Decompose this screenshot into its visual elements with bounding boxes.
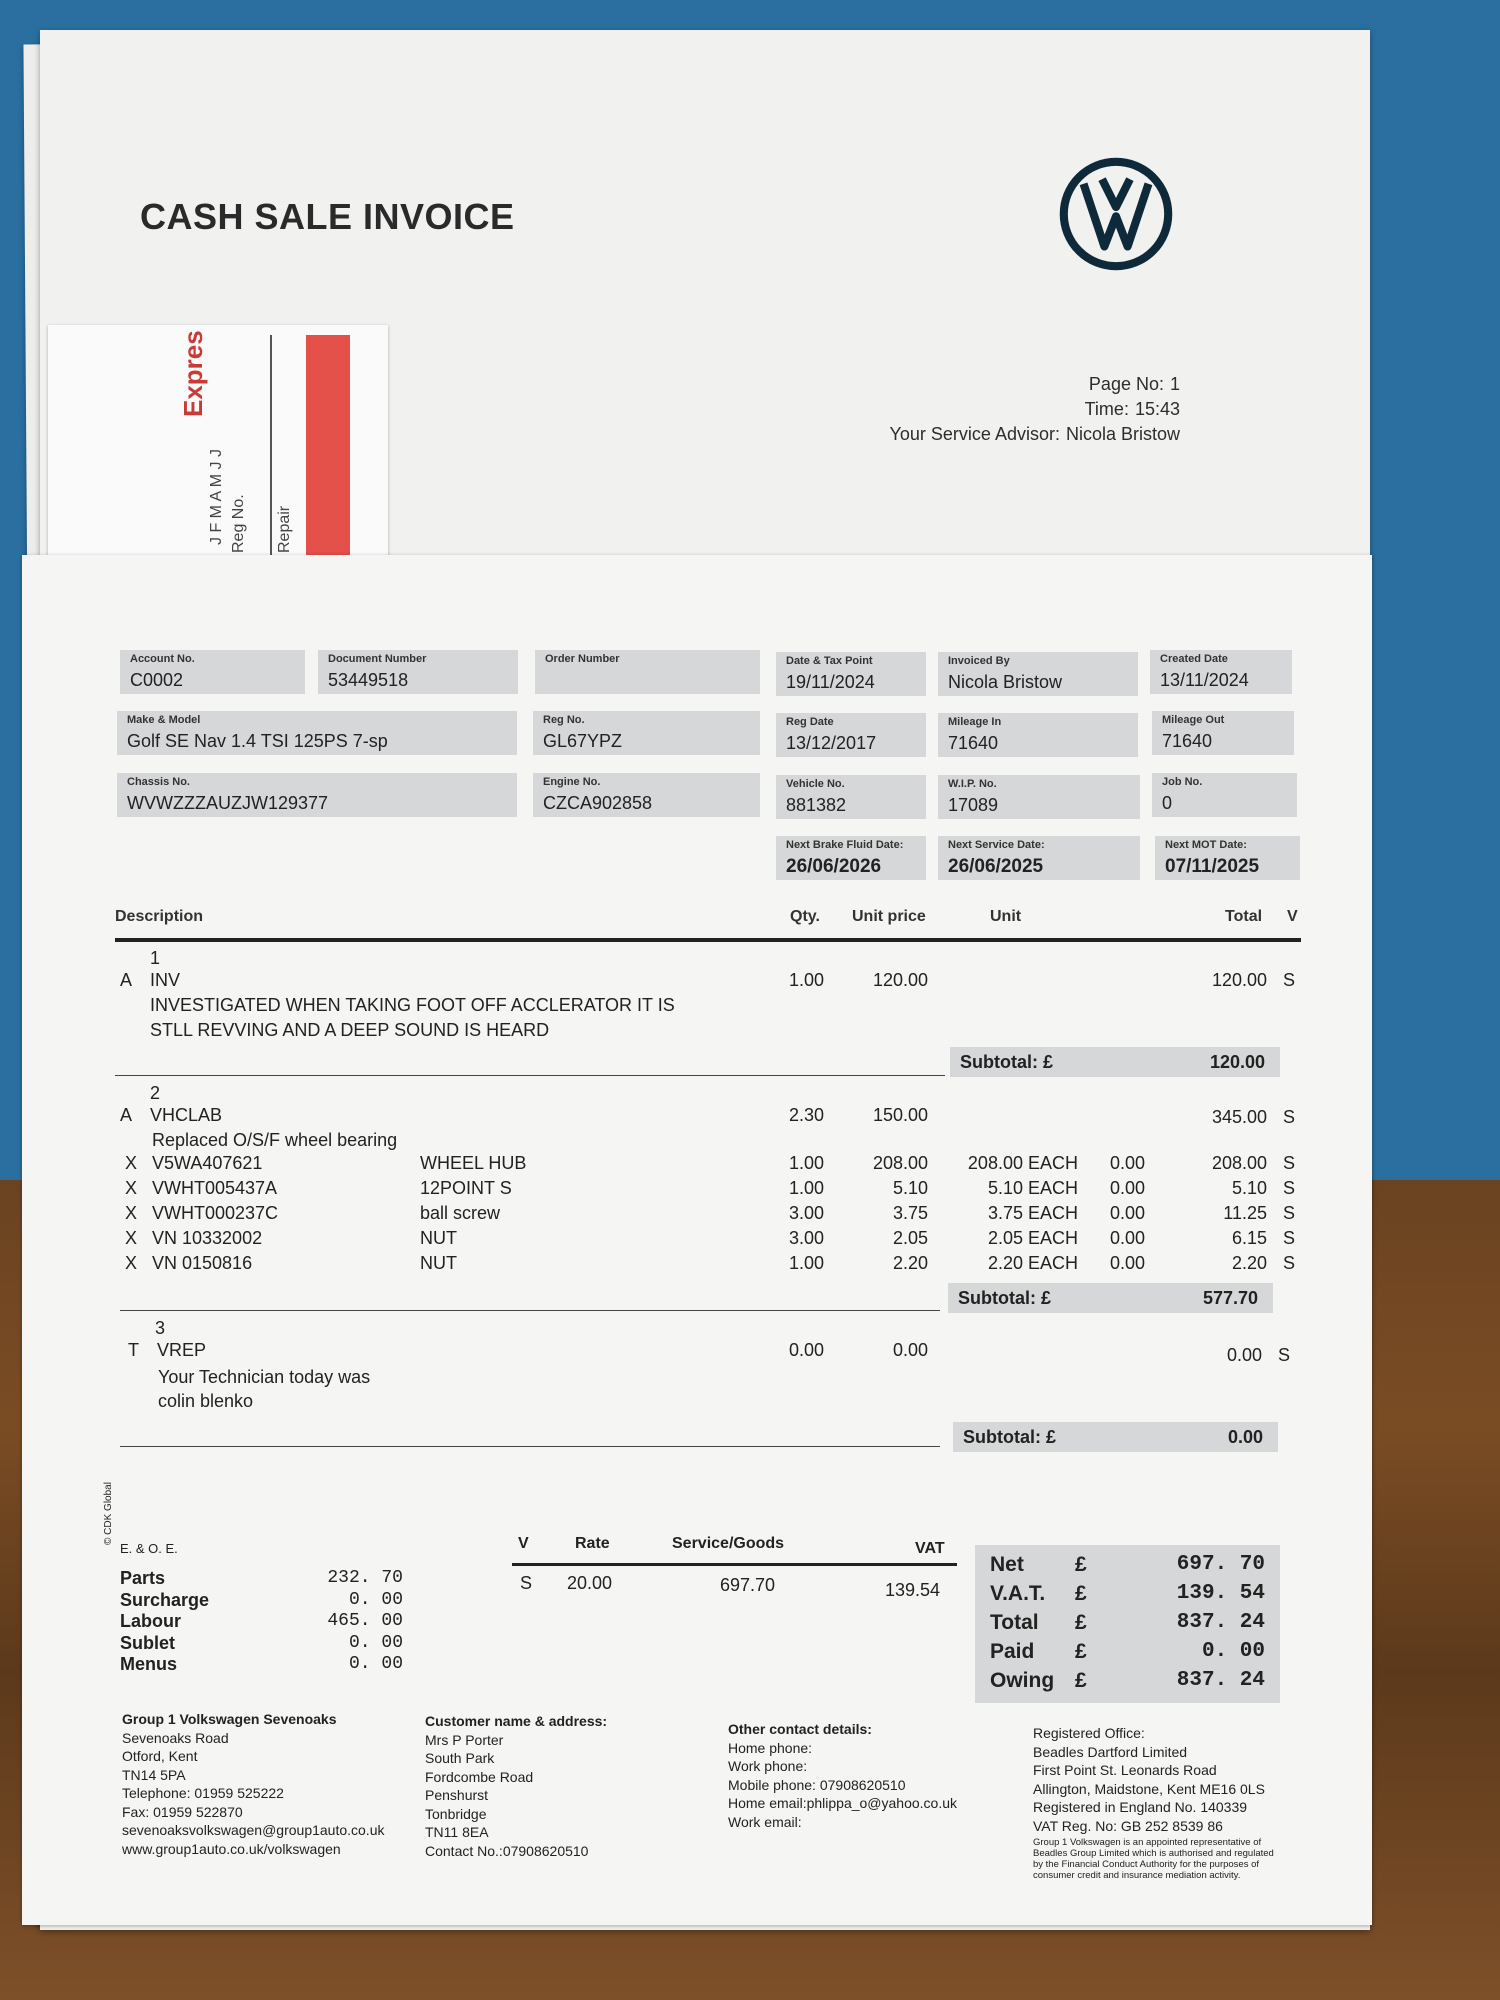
part-unit: 2.05 EACH (987, 1228, 1078, 1248)
line-code: A (120, 970, 133, 990)
part-disc: 0.00 (1109, 1178, 1145, 1198)
summary-label: Parts (120, 1568, 166, 1588)
vat-row-rate: 20.00 (567, 1573, 613, 1593)
col-qty: Qty. (790, 908, 820, 925)
make-model-field: Make & Model Golf SE Nav 1.4 TSI 125PS 7-sp (117, 711, 517, 755)
totals-box (975, 1545, 1280, 1703)
part-price: 5.10 (892, 1178, 928, 1198)
job-card-slip (48, 325, 388, 565)
total-value: 139. 54 (1176, 1582, 1265, 1605)
chassis-no-field: Chassis No. WVWZZZAUZJW129377 (117, 773, 517, 817)
part-v: S (1283, 1228, 1296, 1248)
contact-details: Other contact details: Home phone: Work phone: Mobile phone: 07908620510 Home email:phlippa_o@yahoo.co.uk Work email: (728, 1721, 958, 1830)
part-disc: 0.00 (1109, 1153, 1145, 1173)
summary-label: Labour (120, 1611, 181, 1631)
part-part: VN 10332002 (152, 1228, 263, 1248)
part-v: S (1283, 1178, 1296, 1198)
part-price: 2.05 (892, 1228, 928, 1248)
line-note: Your Technician today was (158, 1367, 371, 1387)
line-price: 150.00 (872, 1105, 928, 1125)
line-code: T (128, 1340, 139, 1360)
part-v: S (1283, 1253, 1296, 1273)
total-row (990, 1611, 1265, 1639)
mileage-in-field: Mileage In 71640 (938, 713, 1138, 757)
part-code: X (125, 1253, 138, 1273)
part-v: S (1283, 1203, 1296, 1223)
total-value: 697. 70 (1176, 1553, 1265, 1576)
part-desc: ball screw (420, 1203, 501, 1223)
invoice-title: CASH SALE INVOICE (140, 196, 515, 237)
invoiced-by-field: Invoiced By Nicola Bristow (938, 652, 1138, 696)
line-code: A (120, 1105, 133, 1125)
total-label: Total (990, 1611, 1039, 1634)
total-value: 0. 00 (1201, 1640, 1265, 1663)
total-row (990, 1582, 1265, 1610)
line-part: INV (150, 970, 181, 990)
line-qty: 2.30 (788, 1105, 824, 1125)
section-number: 2 (150, 1083, 161, 1103)
line-price: 120.00 (872, 970, 928, 990)
col-total: Total (1225, 908, 1263, 925)
line-vat-code: S (1278, 1345, 1291, 1365)
summary-value: 0. 00 (348, 1654, 403, 1674)
section-number: 3 (155, 1318, 166, 1338)
part-code: X (125, 1203, 138, 1223)
part-part: VWHT000237C (152, 1203, 279, 1223)
part-qty: 1.00 (788, 1253, 824, 1273)
reg-no-field: Reg No. GL67YPZ (533, 711, 760, 755)
vw-logo-icon (1058, 156, 1174, 272)
reg-no-label: Reg No. (230, 494, 247, 553)
part-unit: 2.20 EACH (987, 1253, 1078, 1273)
part-price: 2.20 (892, 1253, 928, 1273)
total-cur: £ (1075, 1553, 1087, 1576)
part-total: 2.20 (1231, 1253, 1267, 1273)
part-disc: 0.00 (1109, 1228, 1145, 1248)
job-no-field: Job No. 0 (1152, 773, 1297, 817)
total-value: 837. 24 (1176, 1611, 1265, 1634)
vat-col-v: V (518, 1535, 529, 1552)
mileage-out-field: Mileage Out 71640 (1152, 711, 1294, 755)
page-info: Page No: 1 Time: 15:43 Your Service Advisor: Nicola Bristow (889, 374, 1180, 444)
summary-label: Menus (120, 1654, 178, 1674)
wip-no-field: W.I.P. No. 17089 (938, 775, 1140, 819)
next-brake-fluid-field: Next Brake Fluid Date: 26/06/2026 (776, 836, 926, 880)
part-total: 5.10 (1231, 1178, 1267, 1198)
part-disc: 0.00 (1109, 1253, 1145, 1273)
part-disc: 0.00 (1109, 1203, 1145, 1223)
part-v: S (1283, 1153, 1296, 1173)
part-qty: 3.00 (788, 1228, 824, 1248)
line-part: VHCLAB (150, 1105, 223, 1125)
line-note: Replaced O/S/F wheel bearing (152, 1130, 398, 1150)
subtotal-box: Subtotal: £ 577.70 (948, 1283, 1273, 1313)
line-total: 0.00 (1226, 1345, 1262, 1365)
line-part: VREP (157, 1340, 207, 1360)
part-unit: 5.10 EACH (987, 1178, 1078, 1198)
col-unit: Unit (990, 908, 1022, 925)
col-description: Description (115, 908, 204, 925)
created-date-field: Created Date 13/11/2024 (1150, 650, 1292, 694)
part-desc: NUT (420, 1253, 457, 1273)
engine-no-field: Engine No. CZCA902858 (533, 773, 760, 817)
next-mot-field: Next MOT Date: 07/11/2025 (1155, 836, 1300, 880)
col-unit-price: Unit price (852, 908, 926, 925)
vat-row-vat: 139.54 (885, 1580, 941, 1600)
subtotal-box: Subtotal: £ 0.00 (953, 1422, 1278, 1452)
vat-col-goods: Service/Goods (672, 1535, 785, 1552)
section-number: 1 (150, 948, 161, 968)
line-total: 120.00 (1211, 970, 1267, 990)
line-total: 345.00 (1211, 1107, 1267, 1127)
reg-date-field: Reg Date 13/12/2017 (776, 713, 926, 757)
part-code: X (125, 1153, 138, 1173)
line-vat-code: S (1283, 1107, 1296, 1127)
line-price: 0.00 (892, 1340, 928, 1360)
part-part: VN 0150816 (152, 1253, 253, 1273)
line-note: STLL REVVING AND A DEEP SOUND IS HEARD (150, 1020, 550, 1040)
total-cur: £ (1075, 1640, 1087, 1663)
eoe-label: E. & O. E. (120, 1541, 178, 1556)
months-row: J F M A M J J (208, 448, 225, 545)
part-total: 11.25 (1223, 1203, 1267, 1223)
total-label: Owing (990, 1669, 1055, 1692)
part-total: 6.15 (1231, 1228, 1267, 1248)
vat-col-vat: VAT (915, 1540, 945, 1557)
total-cur: £ (1075, 1582, 1087, 1605)
col-v: V (1287, 908, 1298, 925)
total-row (990, 1553, 1265, 1581)
line-note: INVESTIGATED WHEN TAKING FOOT OFF ACCLERATOR IT IS (150, 995, 675, 1015)
part-desc: WHEEL HUB (420, 1153, 527, 1173)
part-qty: 1.00 (788, 1153, 824, 1173)
part-part: VWHT005437A (152, 1178, 278, 1198)
customer-address: Customer name & address: Mrs P Porter South Park Fordcombe Road Penshurst Tonbridge TN11 8EA Contact No.:07908620510 (425, 1713, 608, 1859)
vat-col-rate: Rate (575, 1535, 610, 1552)
part-desc: 12POINT S (420, 1178, 512, 1198)
part-desc: NUT (420, 1228, 457, 1248)
summary-value: 465. 00 (327, 1611, 403, 1631)
order-number-field: Order Number (535, 650, 760, 694)
summary-value: 0. 00 (348, 1632, 403, 1653)
line-qty: 0.00 (788, 1340, 824, 1360)
part-part: V5WA407621 (152, 1153, 263, 1173)
subtotal-box: Subtotal: £ 120.00 (950, 1047, 1280, 1077)
part-unit: 3.75 EACH (987, 1203, 1078, 1223)
total-cur: £ (1075, 1669, 1087, 1692)
part-price: 208.00 (872, 1153, 928, 1173)
summary-value: 232. 70 (327, 1568, 403, 1588)
repair-label: Repair (276, 505, 293, 553)
next-service-field: Next Service Date: 26/06/2025 (938, 836, 1140, 880)
express-label: Expres (178, 330, 208, 417)
total-label: Net (990, 1553, 1024, 1576)
total-row (990, 1669, 1265, 1697)
part-code: X (125, 1228, 138, 1248)
vehicle-no-field: Vehicle No. 881382 (776, 775, 926, 819)
cdk-copyright: © CDK Global (103, 1482, 114, 1545)
summary-label: Sublet (120, 1632, 176, 1653)
dealer-address: Group 1 Volkswagen Sevenoaks Sevenoaks Road Otford, Kent TN14 5PA Telephone: 01959 525222 Fax: 01959 522870 sevenoaksvolkswagen@group1auto.co.uk www.group1auto.co.uk/volkswagen (122, 1711, 385, 1857)
total-label: V.A.T. (990, 1582, 1046, 1605)
line-qty: 1.00 (788, 970, 824, 990)
part-total: 208.00 (1211, 1153, 1267, 1173)
summary-label: Surcharge (120, 1589, 210, 1610)
part-qty: 3.00 (788, 1203, 824, 1223)
part-unit: 208.00 EACH (967, 1153, 1078, 1173)
line-vat-code: S (1283, 970, 1296, 990)
part-code: X (125, 1178, 138, 1198)
total-label: Paid (990, 1640, 1035, 1663)
part-price: 3.75 (892, 1203, 928, 1223)
date-tax-point-field: Date & Tax Point 19/11/2024 (776, 652, 926, 696)
vat-row-code: S (520, 1573, 533, 1593)
document-number-field: Document Number 53449518 (318, 650, 518, 694)
line-note: colin blenko (158, 1391, 254, 1411)
part-qty: 1.00 (788, 1178, 824, 1198)
account-no-field: Account No. C0002 (120, 650, 305, 694)
total-value: 837. 24 (1176, 1669, 1265, 1692)
total-row (990, 1640, 1265, 1668)
summary-value: 0. 00 (348, 1589, 403, 1610)
vat-row-goods: 697.70 (720, 1575, 776, 1595)
total-cur: £ (1075, 1611, 1087, 1634)
registered-office: Registered Office: Beadles Dartford Limited First Point St. Leonards Road Allington, Maidstone, Kent ME16 0LS Registered in England No. 140339 VAT Reg. No: GB 252 8539 86 Group 1 Volkswagen is an appointed representative of Beadles Group Limited which is authorised and regulated by the Financial Conduct Authority for the purposes of consumer credit and insurance mediation activity. (1033, 1725, 1274, 1881)
